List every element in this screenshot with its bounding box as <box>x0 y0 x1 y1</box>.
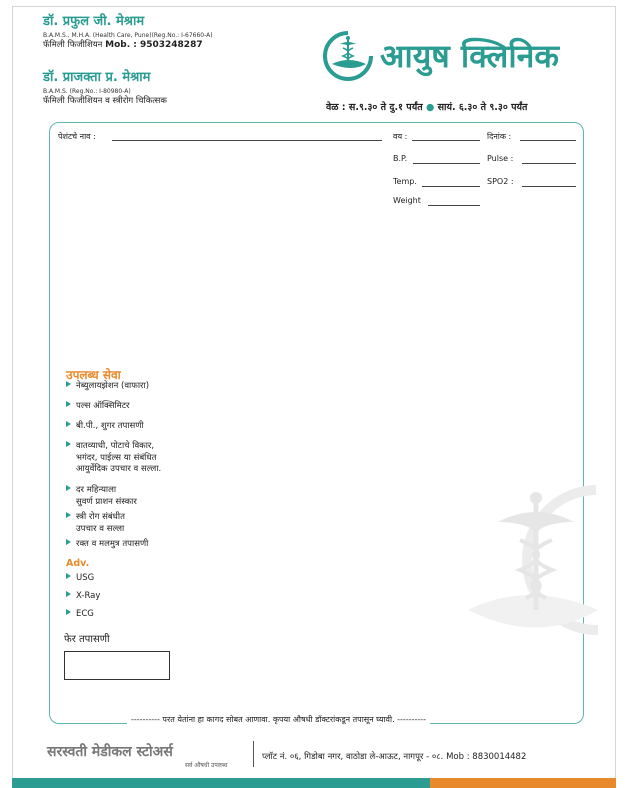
service-line: स्त्री रोग संबंधीत <box>76 512 125 522</box>
pulse-line[interactable] <box>522 163 576 164</box>
doctor2-name: डॉ. प्राजक्ता प्र. मेश्राम <box>43 70 151 85</box>
adv-item <box>66 591 100 601</box>
arrow-bullet-icon <box>66 421 71 427</box>
weight-line[interactable] <box>428 205 480 206</box>
spo2-line[interactable] <box>522 186 576 187</box>
service-line: वातव्याधी, पोटाचे विकार, <box>76 441 155 451</box>
store-tagline: सर्व औषधी उपलब्ध <box>185 762 228 769</box>
adv-text: ECG <box>76 609 94 619</box>
timing-evening: सायं. ६.३० ते ९.३० पर्यंत <box>437 102 528 113</box>
clinic-brand-name: आयुष क्लिनिक <box>380 37 559 75</box>
service-item <box>66 381 149 393</box>
service-text: रक्त व मलमुत्र तपासणी <box>76 539 149 549</box>
arrow-bullet-icon <box>66 512 71 518</box>
service-line: उपचार व सल्ला <box>76 523 125 534</box>
pulse-label: Pulse : <box>487 154 514 163</box>
bp-label: B.P. <box>393 154 408 163</box>
clinic-timing <box>326 100 527 113</box>
temp-label: Temp. <box>393 177 417 186</box>
adv-item <box>66 573 94 583</box>
service-item <box>66 441 161 476</box>
followup-label: फेर तपासणी <box>64 634 110 645</box>
arrow-bullet-icon <box>66 573 71 579</box>
service-text-block <box>76 485 137 508</box>
adv-title: Adv. <box>66 558 90 569</box>
service-item <box>66 485 137 508</box>
clinic-logo-icon <box>322 30 374 82</box>
bullet-dot-icon: ● <box>425 102 435 113</box>
patient-name-line[interactable] <box>112 140 382 141</box>
return-note-text: परत येतांना हा कागद सोबत आणावा. कृपया औषधी डॉक्टरांकडून तपासून घ्यावी. <box>162 715 395 724</box>
spo2-label: SPO2 : <box>487 177 514 186</box>
arrow-bullet-icon <box>66 441 71 447</box>
age-line[interactable] <box>412 140 480 141</box>
date-label: दिनांक : <box>487 132 512 141</box>
doctor2-block <box>43 70 167 106</box>
arrow-bullet-icon <box>66 381 71 387</box>
store-address: प्लॉट नं. ०६, गिडोबा नगर, वाठोडा ले-आऊट, नागपूर - ०८. Mob : 8830014482 <box>262 752 527 762</box>
service-item <box>66 539 148 551</box>
arrow-bullet-icon <box>66 485 71 491</box>
service-line: सुवर्ण प्राशन संस्कार <box>76 496 137 507</box>
weight-label: Weight <box>393 196 421 205</box>
doctor1-qualification: B.A.M.S., M.H.A. (Health Care, Pune)(Reg.No.: I-67660-A) <box>43 32 213 39</box>
footer-orange-bar <box>430 778 616 788</box>
service-line: आयुर्वेदिक उपचार व सल्ला. <box>76 464 162 474</box>
followup-box[interactable] <box>64 651 170 680</box>
service-item <box>66 401 129 413</box>
service-text-block <box>76 512 125 535</box>
temp-line[interactable] <box>422 186 480 187</box>
caduceus-watermark-icon <box>448 460 598 670</box>
service-text: पल्स ऑक्सिमिटर <box>76 401 130 411</box>
doctor1-name: डॉ. प्रफुल जी. मेश्राम <box>43 14 145 29</box>
timing-morning: वेळ : स.९.३० ते दु.१ पर्यंत <box>326 102 423 113</box>
service-line: भगंदर, पाईल्स या संबंधित <box>76 452 157 463</box>
arrow-bullet-icon <box>66 401 71 407</box>
arrow-bullet-icon <box>66 591 71 597</box>
doctor2-qualification: B.A.M.S. (Reg.No.: I-80980-A) <box>43 88 131 95</box>
service-line: दर महिन्याला <box>76 485 117 495</box>
doctor1-block <box>43 14 213 50</box>
doctor1-mobile: Mob. : 9503248287 <box>105 40 203 50</box>
arrow-bullet-icon <box>66 609 71 615</box>
service-item <box>66 421 144 433</box>
arrow-bullet-icon <box>66 539 71 545</box>
return-note <box>127 714 430 725</box>
service-text-block <box>76 441 161 476</box>
date-line[interactable] <box>520 140 576 141</box>
adv-item <box>66 609 94 619</box>
bp-line[interactable] <box>413 163 480 164</box>
doctor1-title: फॅमिली फिजीशियन <box>43 40 103 50</box>
service-text: नेब्युलायझेशन (वाफारा) <box>76 381 150 391</box>
store-name: सरस्वती मेडीकल स्टोअर्स <box>47 744 173 760</box>
doctor2-title: फॅमिली फिजीशियन व स्त्रीरोग चिकित्सक <box>43 96 167 106</box>
return-note-trailing-dashes: ---------- <box>397 715 427 724</box>
adv-text: USG <box>76 573 95 583</box>
footer-teal-bar <box>12 778 430 788</box>
service-text: बी.पी., शुगर तपासणी <box>76 421 144 431</box>
footer-divider <box>253 741 254 767</box>
patient-name-label: पेशंटचे नाव : <box>58 132 96 141</box>
return-note-leading-dashes: ---------- <box>131 715 160 724</box>
services-title: उपलब्ध सेवा <box>66 368 121 382</box>
adv-text: X-Ray <box>76 591 101 601</box>
doctor1-title-line <box>43 40 213 50</box>
age-label: वय : <box>393 132 408 141</box>
service-item <box>66 512 125 535</box>
